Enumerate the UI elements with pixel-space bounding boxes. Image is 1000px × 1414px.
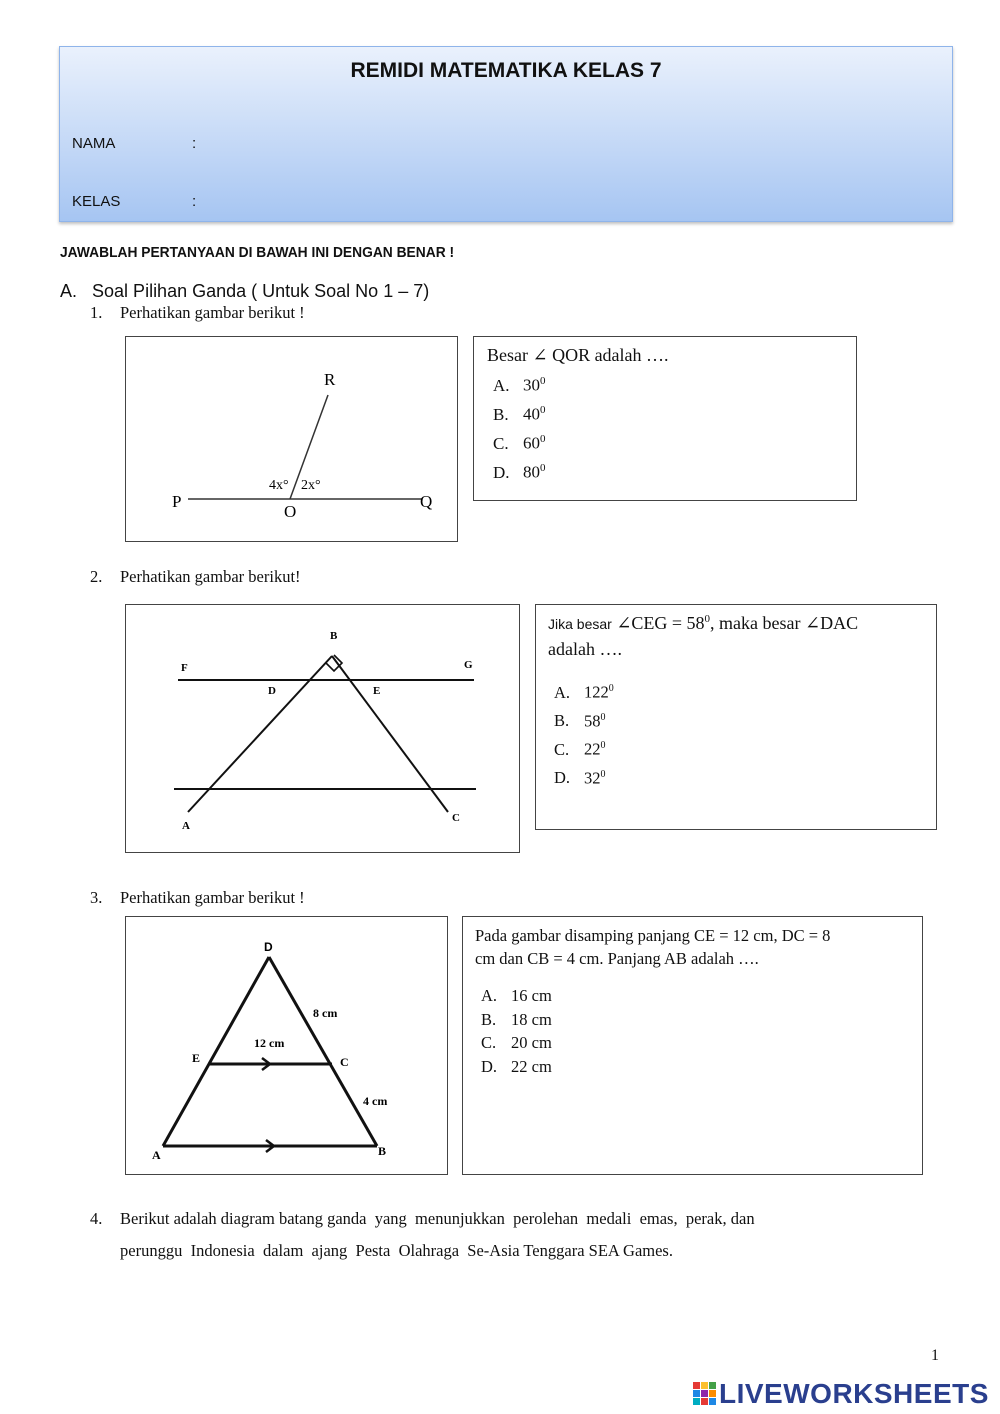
q3-option-b[interactable]: B. 18 cm: [481, 1009, 552, 1029]
label-f: F: [181, 662, 188, 674]
question-2-prompt: Perhatikan gambar berikut!: [120, 567, 301, 586]
label-c: C: [340, 1055, 349, 1069]
label-a: A: [182, 820, 190, 832]
label-a: A: [152, 1148, 161, 1162]
parallel-lines-diagram: [126, 605, 519, 852]
kelas-label: KELAS: [72, 193, 121, 210]
header-panel: [59, 46, 953, 222]
question-3-options: [481, 984, 552, 1078]
label-b: B: [330, 630, 338, 642]
question-2-text: Jika besar ∠CEG = $58^0$, maka besar ∠DAC: [548, 613, 859, 633]
angle-diagram: [126, 337, 457, 541]
label-p: P: [172, 492, 182, 511]
q3-option-d[interactable]: D. 22 cm: [481, 1056, 552, 1076]
q1-option-b[interactable]: B. $40^0$: [493, 404, 546, 424]
q1-option-c[interactable]: C. $60^0$: [493, 433, 546, 453]
q2-option-a[interactable]: A. $122^0$: [554, 682, 614, 702]
section-heading: [60, 281, 429, 302]
q2-option-c[interactable]: C. $22^0$: [554, 739, 606, 759]
question-2-figure: [125, 604, 520, 853]
question-3-answer-box: [462, 916, 923, 1175]
kelas-colon: :: [192, 193, 197, 210]
kelas-field[interactable]: [210, 189, 910, 215]
question-1-answer-box: [473, 336, 857, 501]
q1-option-d[interactable]: D. $80^0$: [493, 462, 546, 483]
question-1-text: Besar ∠ QOR adalah ….: [487, 345, 669, 365]
question-1-options: [493, 369, 546, 486]
line-db: [269, 957, 377, 1146]
label-c: C: [452, 812, 460, 824]
angle-right-label: 2x°: [301, 478, 321, 493]
label-d: D: [268, 685, 276, 697]
label-b: B: [378, 1144, 387, 1158]
q1-option-a[interactable]: A. $30^0$: [493, 375, 546, 395]
label-r: R: [324, 370, 336, 389]
question-2-text-line2: adalah ….: [548, 639, 622, 659]
question-4-text-line1: Berikut adalah diagram batang ganda yang menunjukkan perolehan medali emas, perak, dan: [120, 1209, 755, 1228]
question-1-figure: [125, 336, 458, 542]
label-q: Q: [420, 492, 433, 511]
instruction-text: JAWABLAH PERTANYAAN DI BAWAH INI DENGAN BENAR !: [60, 244, 455, 261]
label-d: D: [264, 940, 273, 954]
q3-option-a[interactable]: A. 16 cm: [481, 986, 552, 1005]
label-e: E: [192, 1051, 201, 1065]
section-letter: A.: [60, 281, 78, 301]
nama-field[interactable]: [210, 131, 910, 157]
q2-option-d[interactable]: D. $32^0$: [554, 768, 606, 787]
brand-name: LIVEWORKSHEETS: [719, 1378, 989, 1409]
triangle-diagram: [126, 917, 447, 1174]
label-ec-length: 12 cm: [254, 1036, 285, 1050]
question-2-answer-box: [535, 604, 937, 830]
footer-brand[interactable]: [693, 1378, 989, 1410]
question-4-number: 4.: [90, 1209, 103, 1228]
line-da: [163, 957, 269, 1146]
question-4-text-line2: perunggu Indonesia dalam ajang Pesta Olahraga Se-Asia Tenggara SEA Games.: [120, 1241, 673, 1260]
q3-option-c[interactable]: C. 20 cm: [481, 1033, 552, 1052]
question-2-options: [554, 676, 614, 790]
question-3-text-line2: cm dan CB = 4 cm. Panjang AB adalah ….: [475, 949, 759, 968]
label-cb-length: 4 cm: [363, 1094, 388, 1108]
label-dc-length: 8 cm: [313, 1006, 338, 1020]
label-e: E: [373, 685, 381, 697]
angle-left-label: 4x°: [269, 478, 289, 493]
liveworksheets-logo-icon: [693, 1382, 717, 1406]
label-g: G: [464, 659, 473, 671]
nama-label: NAMA: [72, 135, 116, 152]
section-title: Soal Pilihan Ganda ( Untuk Soal No 1 – 7): [92, 281, 430, 301]
question-2-number: 2.: [90, 567, 103, 586]
q2-option-b[interactable]: B. $58^0$: [554, 711, 606, 730]
question-3-figure: [125, 916, 448, 1175]
document-title: REMIDI MATEMATIKA KELAS 7: [350, 59, 662, 82]
label-o: O: [284, 502, 297, 521]
question-1-prompt: Perhatikan gambar berikut !: [120, 303, 305, 322]
question-3-prompt: Perhatikan gambar berikut !: [120, 888, 305, 907]
page-number: 1: [931, 1347, 939, 1364]
nama-colon: :: [192, 135, 197, 152]
question-3-number: 3.: [90, 888, 103, 907]
question-3-text-line1: Pada gambar disamping panjang CE = 12 cm, DC = 8: [475, 926, 831, 945]
question-1-number: 1.: [90, 303, 103, 322]
